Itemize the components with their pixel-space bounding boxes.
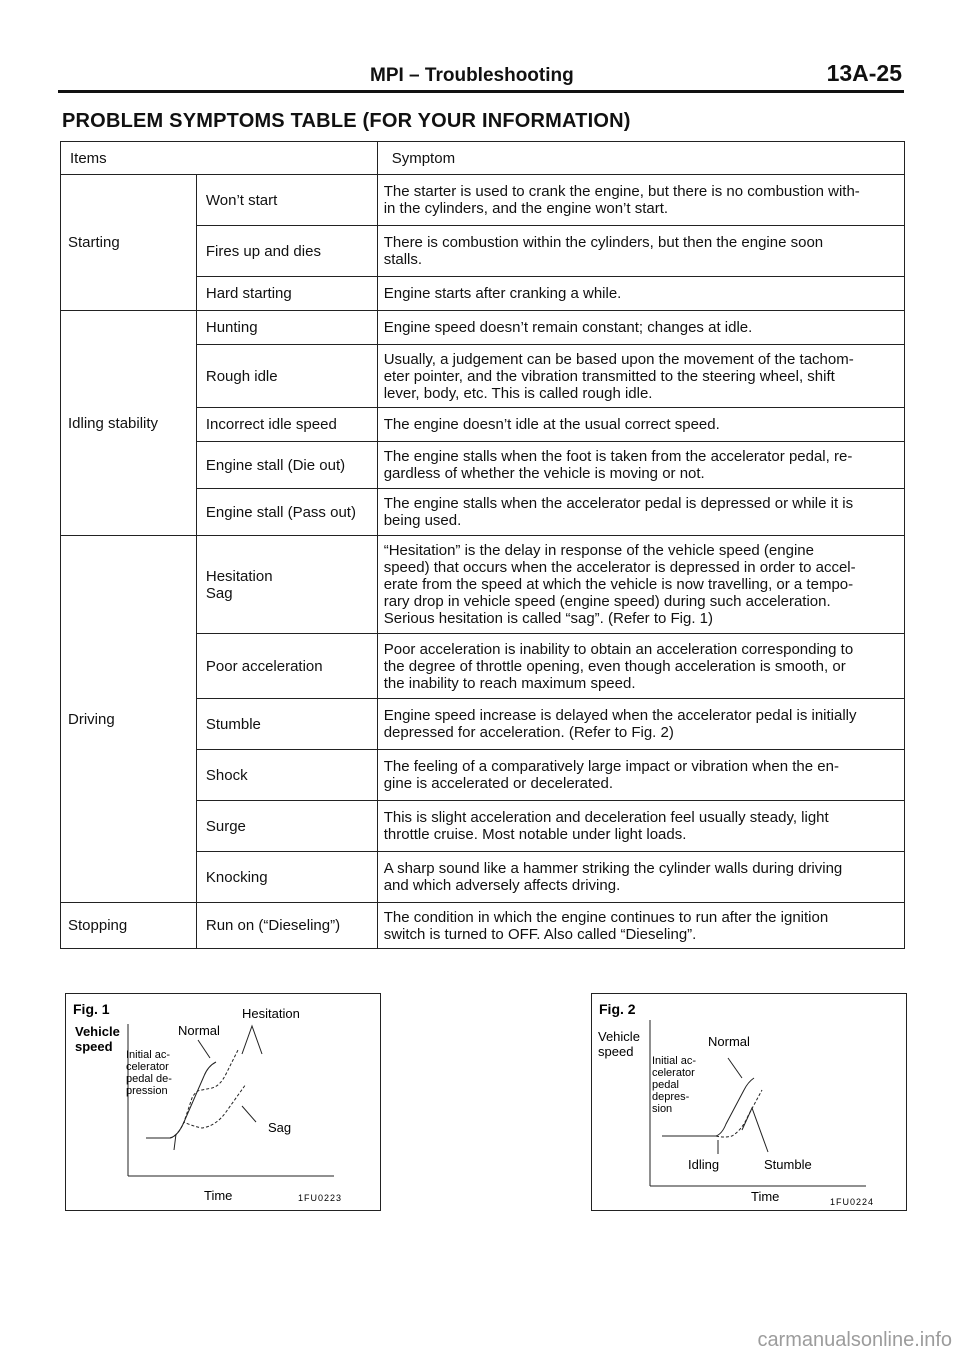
item-cell: Poor acceleration [196,634,377,699]
symptom-cell: This is slight acceleration and deceleration feel usually steady, light throttle cruise. Most notable under light loads. [377,801,904,852]
figure-1-code: 1FU0223 [298,1193,343,1203]
section-title: MPI – Troubleshooting [370,65,574,86]
figure-1-sag-pointer [242,1106,256,1122]
item-cell: Hesitation Sag [196,536,377,634]
category-cell: Starting [61,175,197,311]
symptom-cell: The engine stalls when the accelerator pedal is depressed or while it is being used. [377,489,904,536]
item-cell: Fires up and dies [196,226,377,277]
figure-2-label: Fig. 2 [599,1001,636,1017]
figure-1-label: Fig. 1 [73,1001,110,1017]
figure-2-diagram [592,994,906,1210]
table-row [61,311,905,345]
table-row [61,536,905,634]
column-header-items: Items [61,142,378,175]
symptom-cell: Usually, a judgement can be based upon the movement of the tachom- eter pointer, and the vibration transmitted to the steering wheel, shift lever, body, etc. This is called rough idle. [377,345,904,408]
figure-1-sag-label: Sag [268,1120,292,1135]
table-header-row [61,142,905,175]
page-header [58,60,904,93]
category-cell: Stopping [61,903,197,949]
watermark: carmanualsonline.info [757,1329,952,1351]
category-cell: Idling stability [61,311,197,536]
category-cell: Driving [61,536,197,903]
table-row [61,175,905,226]
item-cell: Surge [196,801,377,852]
page-title: PROBLEM SYMPTOMS TABLE (FOR YOUR INFORMATION) [62,110,631,132]
item-cell: Hunting [196,311,377,345]
figure-2 [591,993,907,1211]
figure-1-initial-line2: celerator [126,1061,169,1073]
figure-1-diagram [66,994,380,1210]
symptom-cell: The engine doesn’t idle at the usual correct speed. [377,408,904,442]
symptom-cell: The engine stalls when the foot is taken from the accelerator pedal, re- gardless of whether the vehicle is moving or not. [377,442,904,489]
figure-1-y-axis-label-line1: Vehicle [75,1024,120,1039]
figure-2-idling-label: Idling [688,1157,720,1172]
figure-1-hesitation-pointer [242,1026,262,1054]
symptom-cell: There is combustion within the cylinders, but then the engine soon stalls. [377,226,904,277]
item-cell: Incorrect idle speed [196,408,377,442]
item-cell: Won’t start [196,175,377,226]
figure-1-normal-label: Normal [178,1023,220,1038]
item-cell: Shock [196,750,377,801]
item-cell: Hard starting [196,277,377,311]
figure-2-x-axis-label: Time [751,1189,780,1204]
figure-2-stumble-pointer [742,1108,768,1152]
item-cell: Run on (“Dieseling”) [196,903,377,949]
table-row [61,903,905,949]
figure-2-stumble-label: Stumble [764,1157,812,1172]
figure-2-y-axis-label-line2: speed [598,1044,634,1059]
symptom-cell: The starter is used to crank the engine, but there is no combustion with- in the cylinders, and the engine won’t start. [377,175,904,226]
figure-1-hesitation-label: Hesitation [242,1006,300,1021]
item-cell: Stumble [196,699,377,750]
figure-2-initial-line2: celerator [652,1067,695,1079]
figure-1-normal-pointer [198,1040,210,1058]
figure-2-code: 1FU0224 [830,1197,875,1207]
item-cell: Rough idle [196,345,377,408]
symptom-cell: Engine starts after cranking a while. [377,277,904,311]
figure-2-initial-line4: depres- [652,1091,690,1103]
item-cell: Engine stall (Pass out) [196,489,377,536]
column-header-symptom: Symptom [377,142,904,175]
symptom-cell: Poor acceleration is inability to obtain an acceleration corresponding to the degree of throttle opening, even though acceleration is smooth, or the inability to reach maximum speed. [377,634,904,699]
symptom-cell: “Hesitation” is the delay in response of the vehicle speed (engine speed) that occurs when the accelerator is depressed in order to accel- erate from the speed at which the vehicle is now travelling, or a tempo- rary drop in vehicle speed (engine speed) during such acceleration. Serious hesitation is called “sag”. (Refer to Fig. 1) [377,536,904,634]
figure-2-y-axis-label-line1: Vehicle [598,1029,640,1044]
figure-1-y-axis-label-line2: speed [75,1039,113,1054]
figure-1-hesitation-curve [170,1050,238,1138]
symptom-cell: A sharp sound like a hammer striking the cylinder walls during driving and which adversely affects driving. [377,852,904,903]
item-cell: Engine stall (Die out) [196,442,377,489]
figure-2-normal-pointer [728,1058,742,1078]
figure-1-initial-line1: Initial ac- [126,1049,171,1061]
page-number: 13A-25 [826,60,902,86]
symptom-cell: The feeling of a comparatively large impact or vibration when the en- gine is accelerated or decelerated. [377,750,904,801]
symptom-cell: Engine speed increase is delayed when the accelerator pedal is initially depressed for acceleration. (Refer to Fig. 2) [377,699,904,750]
symptom-cell: The condition in which the engine continues to run after the ignition switch is turned to OFF. Also called “Dieseling”. [377,903,904,949]
figure-2-initial-line5: sion [652,1103,673,1115]
problem-symptoms-table [60,141,905,949]
figure-1-initial-line3: pedal de- [126,1073,172,1085]
figure-1-sag-curve [170,1084,246,1138]
figure-2-initial-line1: Initial ac- [652,1055,697,1067]
item-cell: Knocking [196,852,377,903]
figure-1-x-axis-label: Time [204,1188,233,1203]
figure-1-initial-line4: pression [126,1085,168,1097]
figure-2-initial-line3: pedal [652,1079,679,1091]
figure-2-normal-label: Normal [708,1034,750,1049]
symptom-cell: Engine speed doesn’t remain constant; changes at idle. [377,311,904,345]
figure-1 [65,993,381,1211]
